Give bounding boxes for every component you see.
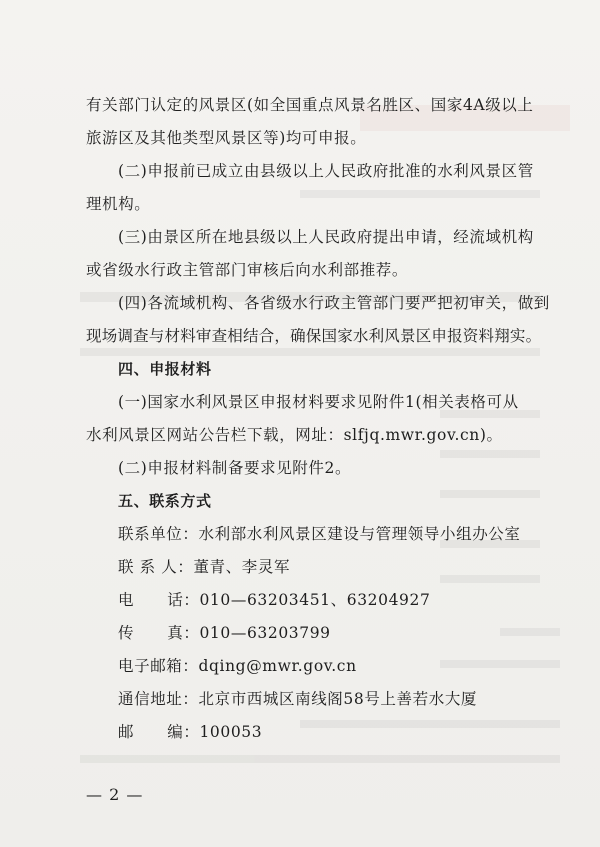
contact-phone: 电 话：010—63203451、63204927 bbox=[118, 591, 431, 609]
contact-fax: 传 真：010—63203799 bbox=[118, 624, 331, 642]
contact-address: 通信地址：北京市西城区南线阁58号上善若水大厦 bbox=[118, 690, 478, 708]
body-text-line: 或省级水行政主管部门审核后向水利部推荐。 bbox=[86, 261, 409, 279]
section-heading-contact: 五、联系方式 bbox=[118, 492, 212, 510]
body-text-line: (四)各流域机构、各省级水行政主管部门要严把初审关，做到 bbox=[118, 294, 550, 312]
contact-email: 电子邮箱：dqing@mwr.gov.cn bbox=[118, 657, 357, 675]
contact-unit: 联系单位：水利部水利风景区建设与管理领导小组办公室 bbox=[118, 525, 521, 543]
section-heading-materials: 四、申报材料 bbox=[118, 360, 212, 378]
page-number: — 2 — bbox=[86, 785, 144, 804]
body-text-line: (一)国家水利风景区申报材料要求见附件1(相关表格可从 bbox=[118, 393, 519, 411]
body-text-line: (二)申报材料制备要求见附件2。 bbox=[118, 459, 352, 477]
contact-postcode: 邮 编：100053 bbox=[118, 723, 263, 741]
body-text-line: 旅游区及其他类型风景区等)均可申报。 bbox=[86, 129, 367, 147]
body-text-line: (三)由景区所在地县级以上人民政府提出申请，经流域机构 bbox=[118, 228, 534, 246]
contact-person: 联 系 人：董青、李灵军 bbox=[118, 558, 291, 576]
body-text-line: 有关部门认定的风景区(如全国重点风景名胜区、国家4A级以上 bbox=[86, 96, 534, 114]
body-text-line: 现场调查与材料审查相结合，确保国家水利风景区申报资料翔实。 bbox=[86, 327, 542, 345]
body-text-line: (二)申报前已成立由县级以上人民政府批准的水利风景区管 bbox=[118, 162, 534, 180]
body-text-line: 理机构。 bbox=[86, 195, 151, 213]
body-text-line: 水利风景区网站公告栏下载，网址：slfjq.mwr.gov.cn)。 bbox=[86, 426, 503, 444]
